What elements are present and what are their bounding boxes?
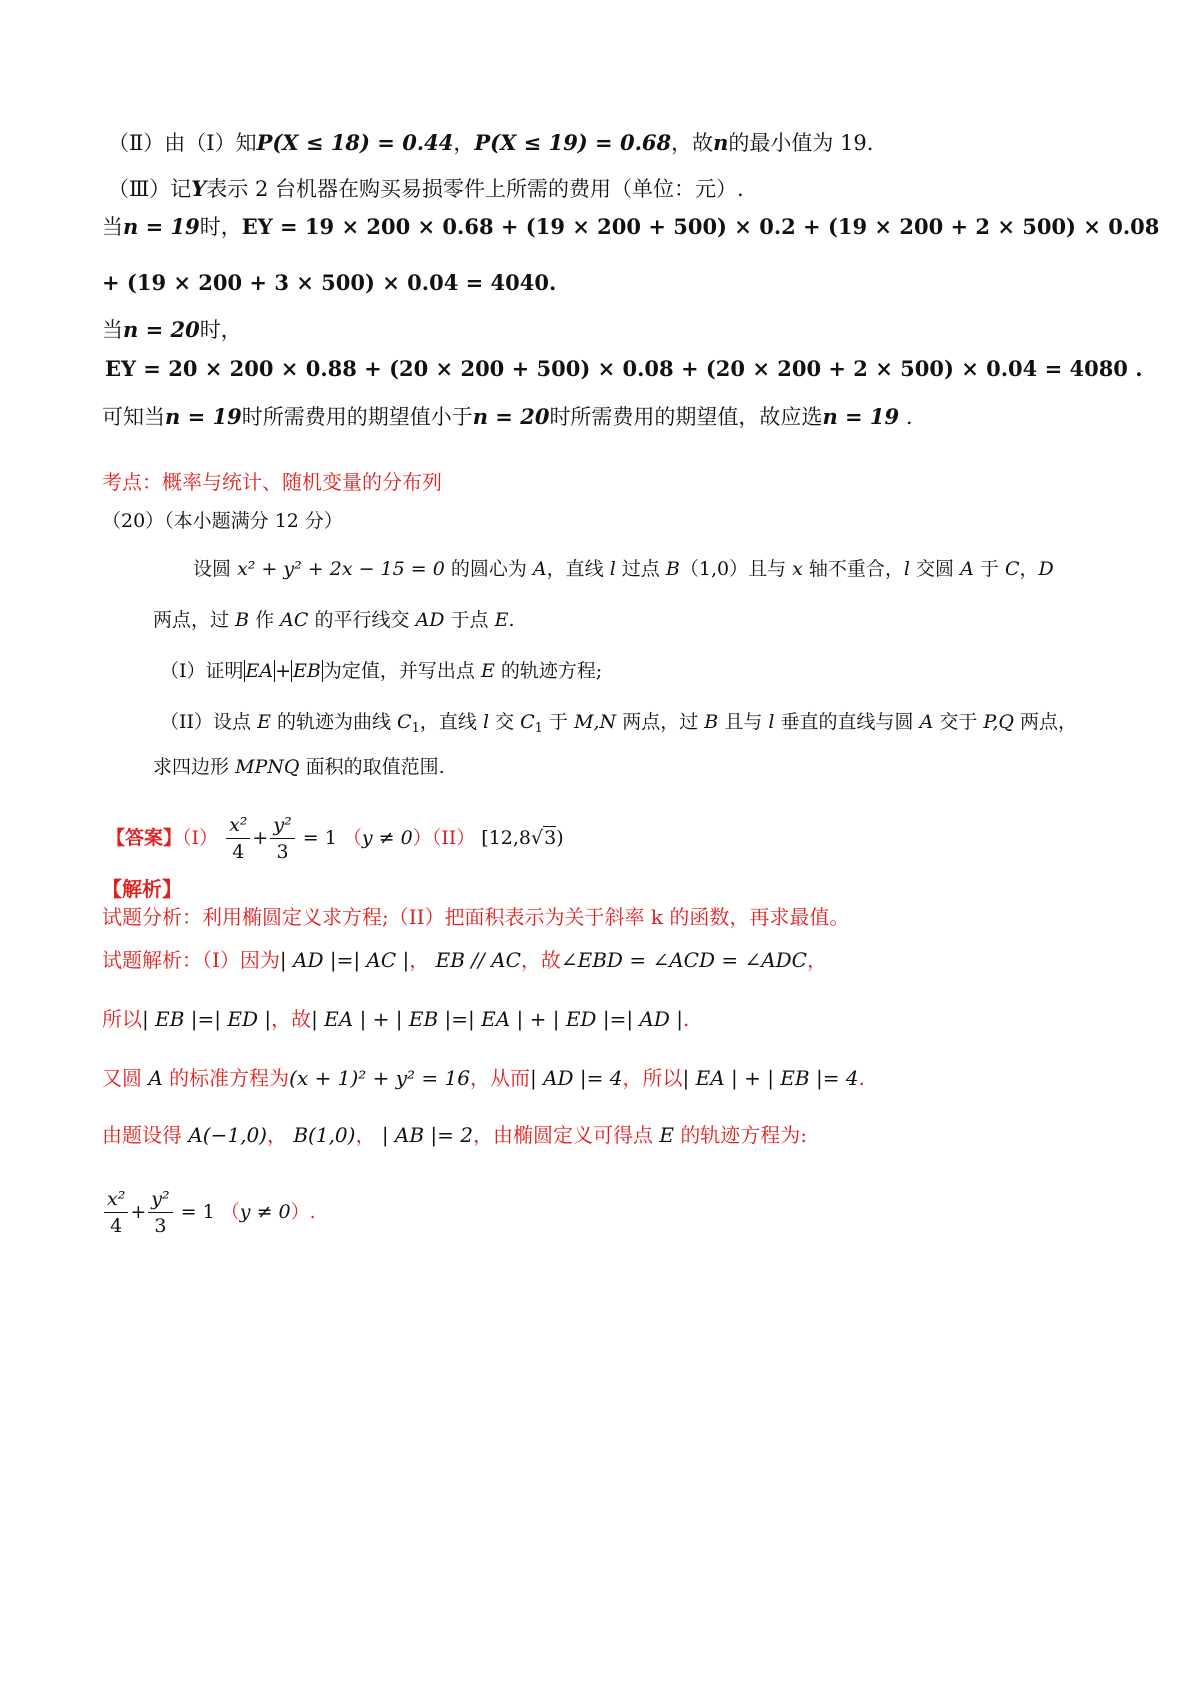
question-20-part2: （II）设点 E 的轨迹为曲线 $C_1$，直线 l 交 $C_1$ 于 M,N 两点，过 B 且与 l 垂直的直线与圆 A 交于 P,Q 两点， <box>160 711 1078 736</box>
solution-line4: 由题设得 A(−1,0)， B(1,0)， | AB |= 2，由椭圆定义可得点 E 的轨迹方程为: <box>102 1123 808 1147</box>
analysis-overview: 试题分析：利用椭圆定义求方程;（II）把面积表示为关于斜率 k 的函数，再求最值。 <box>102 905 850 929</box>
fraction-y2-3: $\frac{\text{y²}}{3}$ <box>270 816 294 862</box>
fraction-x2-4: $\frac{\text{x²}}{4}$ <box>226 816 250 862</box>
kaodian: 考点：概率与统计、随机变量的分布列 <box>102 470 442 494</box>
question-20-line1: 设圆 x² + y² + 2x − 15 = 0 的圆心为 A，直线 l 过点 B（1,0）且与 x 轴不重合，l 交圆 A 于 C，D <box>193 558 1054 580</box>
question-20-line2: 两点，过 B 作 AC 的平行线交 AD 于点 E. <box>153 609 515 631</box>
case-n19-line2: + (19 × 200 + 3 × 500) × 0.04 = 4040. <box>102 270 557 295</box>
ey-equation-20: EY = 20 × 200 × 0.88 + (20 × 200 + 500) × 0.08 + (20 × 200 + 2 × 500) × 0.04 = 4080 . <box>105 356 1143 381</box>
prob-18: P(X ≤ 18) = 0.44 <box>256 130 454 155</box>
analysis-label: 【解析】 <box>102 877 182 901</box>
fraction-y2-3-final: $\frac{\text{y²}}{3}$ <box>148 1190 172 1236</box>
answer-label: 【答案】 <box>106 827 183 849</box>
fraction-x2-4-final: $\frac{\text{x²}}{4}$ <box>104 1190 128 1236</box>
solution-line1: 试题解析：（Ⅰ）因为| AD |=| AC |， EB // AC，故∠EBD = ∠ACD = ∠ADC， <box>102 948 827 972</box>
answer-line: 【答案】（Ⅰ） $\frac{\text{x²}}{4}$ + $\frac{\text{y²}}{3}$ = 1 （y ≠ 0）（II） [12,8√3) <box>106 814 564 863</box>
solution-part-2: （Ⅱ）由（Ⅰ）知P(X ≤ 18) = 0.44，P(X ≤ 19) = 0.68，故n的最小值为 19. <box>108 130 874 155</box>
prob-19: P(X ≤ 19) = 0.68 <box>474 130 672 155</box>
case-n19-line1: 当n = 19时，EY = 19 × 200 × 0.68 + (19 × 200 + 500) × 0.2 + (19 × 200 + 2 × 500) × 0.08 <box>102 214 1160 239</box>
ey-equation-19: EY = 19 × 200 × 0.68 + (19 × 200 + 500) × 0.2 + (19 × 200 + 2 × 500) × 0.08 <box>241 214 1160 239</box>
question-20-line5: 求四边形 MPNQ 面积的取值范围. <box>153 756 445 778</box>
case-n20-line2 <box>105 354 1143 384</box>
case-n20-line1: 当n = 20时， <box>102 317 242 342</box>
question-20-part1: （I）证明 EA + EB 为定值，并写出点 E 的轨迹方程; <box>160 660 603 682</box>
circle-equation: x² + y² + 2x − 15 = 0 <box>237 558 445 580</box>
question-20-header: （20）（本小题满分 12 分） <box>102 510 343 532</box>
conclusion: 可知当n = 19时所需费用的期望值小于n = 20时所需费用的期望值，故应选n = 19 . <box>102 404 913 429</box>
solution-line2: 所以| EB |=| ED |，故| EA | + | EB |=| EA | + | ED |=| AD |. <box>102 1007 690 1031</box>
final-equation: $\frac{\text{x²}}{4}$ + $\frac{\text{y²}}{3}$ = 1 （y ≠ 0）. <box>102 1182 316 1242</box>
solution-part-3: （Ⅲ）记Y表示 2 台机器在购买易损零件上所需的费用（单位：元）. <box>108 176 744 201</box>
solution-line3: 又圆 A 的标准方程为(x + 1)² + y² = 16，从而| AD |= 4，所以| EA | + | EB |= 4. <box>102 1066 865 1090</box>
